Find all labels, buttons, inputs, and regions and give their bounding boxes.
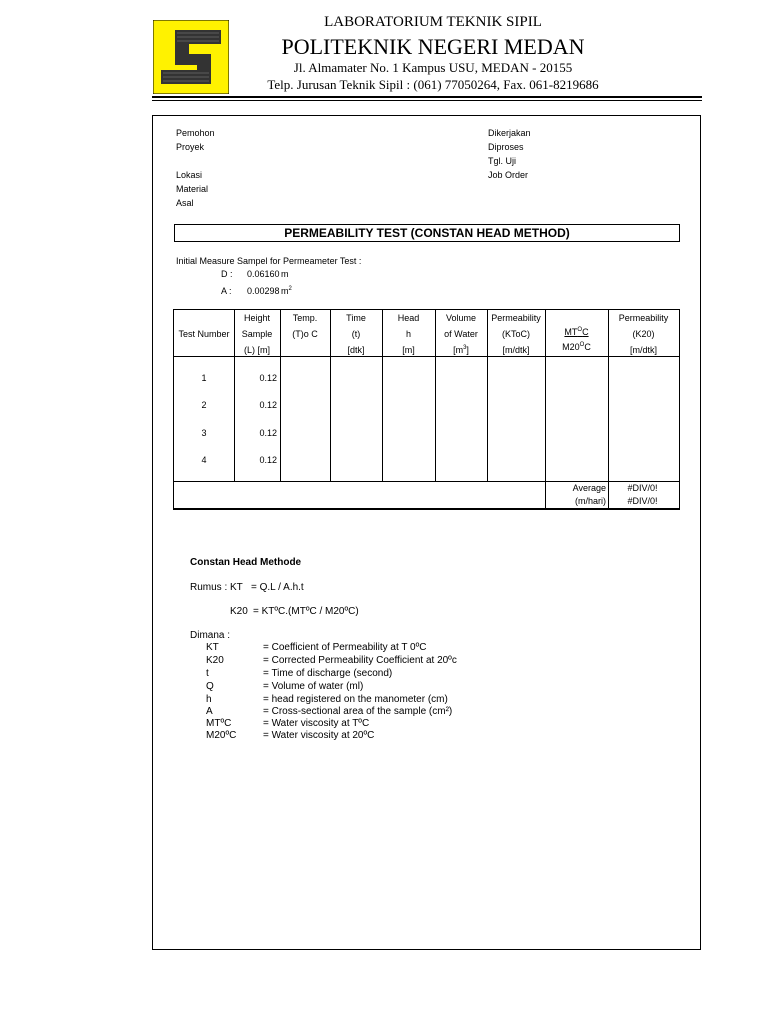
field-dikerjakan: Dikerjakan (488, 128, 531, 138)
cell-test-2: 2 (201, 400, 207, 410)
address: Jl. Almamater No. 1 Kampus USU, MEDAN - 20155 (293, 60, 573, 75)
def-sym-h: h (206, 694, 212, 705)
field-material: Material (176, 184, 209, 194)
rumus-equation: = Q.L / A.h.t (251, 582, 304, 593)
average-value: #DIV/0! (627, 483, 658, 493)
header-rule (152, 96, 702, 98)
method-heading: Constan Head Methode (190, 557, 302, 568)
k20-equation: = KTºC.(MTºC / M20ºC) (253, 606, 359, 617)
field-tgl-uji: Tgl. Uji (488, 156, 517, 166)
def-sym-m20: M20ºC (206, 730, 237, 741)
def-desc-m20: = Water viscosity at 20ºC (263, 730, 375, 741)
a-label: A : (221, 286, 232, 296)
cell-height-2: 0.12 (259, 400, 277, 410)
def-sym-a: A (206, 706, 213, 717)
institution-name: POLITEKNIK NEGERI MEDAN (281, 34, 585, 59)
k20-label: K20 (230, 606, 248, 617)
th-head: Head h [m] (397, 313, 420, 355)
def-sym-kt: KT (206, 642, 219, 653)
d-unit: m (281, 269, 289, 279)
field-lokasi: Lokasi (176, 170, 203, 180)
table-bottom-rule (173, 509, 680, 510)
def-desc-h: = head registered on the manometer (cm) (263, 694, 448, 705)
cell-test-3: 3 (201, 428, 207, 438)
th-time: Time (t) [dtk] (346, 313, 366, 355)
header-rule-thin (152, 100, 702, 101)
def-desc-k20: = Corrected Permeability Coefficient at 20ºc (263, 655, 457, 666)
test-title: PERMEABILITY TEST (CONSTAN HEAD METHOD) (174, 224, 680, 242)
rumus-prefix: Rumus : KT (190, 582, 243, 593)
initial-caption: Initial Measure Sampel for Permeameter Test : (176, 256, 362, 266)
average-label: Average (572, 483, 606, 493)
th-permeability-k20: Permeability (K20) [m/dtk] (618, 313, 669, 355)
cell-height-3: 0.12 (259, 428, 277, 438)
field-diproses: Diproses (488, 142, 524, 152)
def-sym-mt: MTºC (206, 718, 232, 729)
cell-height-4: 0.12 (259, 455, 277, 465)
field-pemohon: Pemohon (176, 128, 215, 138)
def-sym-k20: K20 (206, 655, 224, 666)
field-job-order: Job Order (488, 170, 529, 180)
th-test-number: Test Number (178, 329, 230, 339)
def-desc-q: = Volume of water (ml) (263, 681, 364, 692)
def-desc-kt: = Coefficient of Permeability at T 0ºC (263, 642, 427, 653)
permeability-table (173, 309, 680, 509)
th-volume: Volume of Water $[m^3]$ (444, 313, 478, 355)
def-desc-a: = Cross-sectional area of the sample (cm²) (263, 706, 453, 717)
dimana-label: Dimana : (190, 630, 231, 641)
def-sym-t: t (206, 668, 209, 679)
th-viscosity-ratio: $MT^OC$ $M20^OC$ (562, 327, 591, 352)
unit-label: (m/hari) (575, 496, 606, 506)
field-asal: Asal (176, 198, 194, 208)
cell-height-1: 0.12 (259, 373, 277, 383)
d-label: D : (221, 269, 233, 279)
field-proyek: Proyek (176, 142, 205, 152)
cell-test-4: 4 (201, 455, 207, 465)
th-permeability-kt: Permeability (KToC) [m/dtk] (491, 313, 541, 355)
def-desc-mt: = Water viscosity at TºC (263, 718, 370, 729)
th-height: Height Sample (L) [m] (241, 313, 273, 355)
d-value: 0.06160 (247, 269, 280, 279)
def-desc-t: = Time of discharge (second) (263, 668, 393, 679)
phone-line: Telp. Jurusan Teknik Sipil : (061) 77050264, Fax. 061-8219686 (267, 77, 599, 92)
a-value: 0.00298 (247, 286, 280, 296)
a-unit: $m^2$ (281, 286, 292, 296)
th-temp: Temp. (T)o C (292, 313, 318, 339)
unit-value: #DIV/0! (627, 496, 658, 506)
lab-name: LABORATORIUM TEKNIK SIPIL (324, 14, 542, 30)
def-sym-q: Q (206, 681, 214, 692)
cell-test-1: 1 (201, 373, 207, 383)
